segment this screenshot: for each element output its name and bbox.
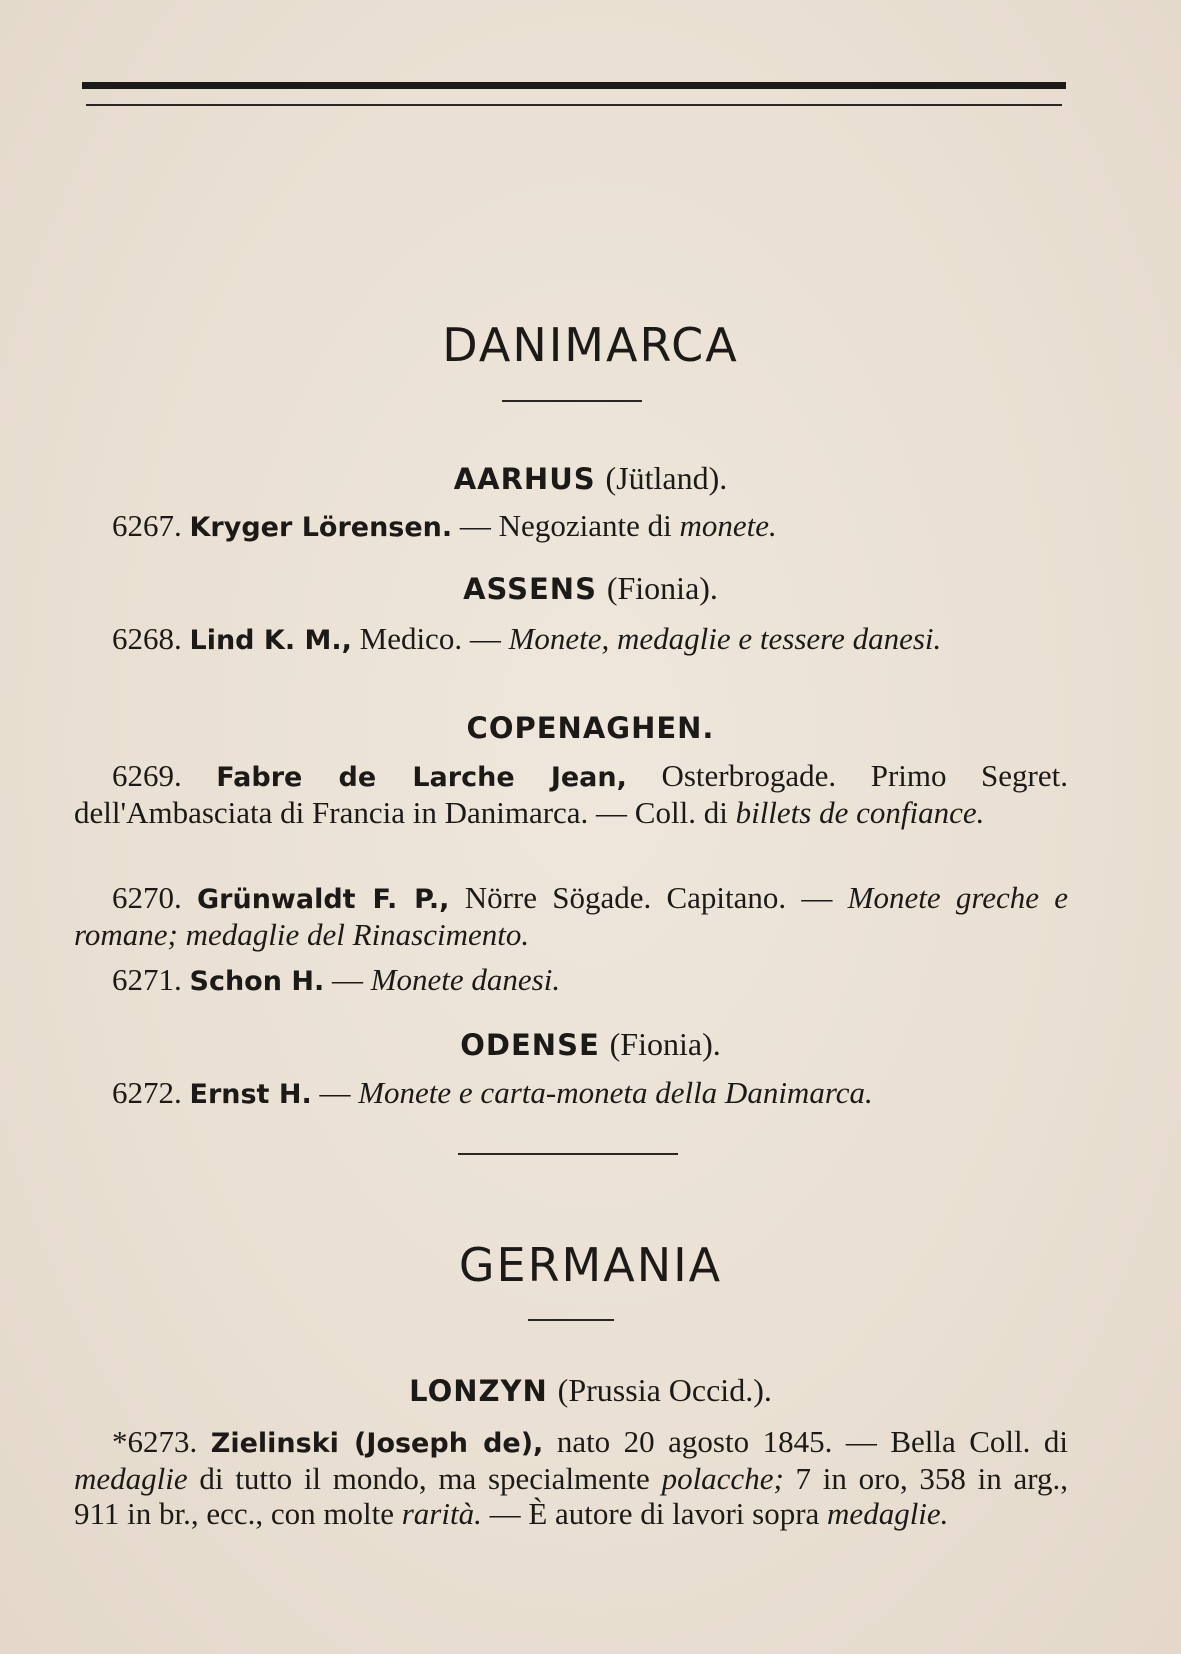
entry bbox=[74, 508, 1068, 545]
city-heading bbox=[0, 570, 1181, 607]
entry-text: — bbox=[319, 1075, 351, 1110]
entry-italic: polacche; bbox=[661, 1461, 784, 1496]
entry bbox=[74, 1424, 1068, 1531]
heading-underline bbox=[528, 1319, 614, 1321]
city-name: ASSENS bbox=[463, 572, 597, 606]
city-region: (Prussia Occid.). bbox=[557, 1372, 772, 1408]
city-heading bbox=[0, 1026, 1181, 1063]
entry-italic: Monete greche e romane; medaglie del Rinascimento. bbox=[74, 880, 1069, 952]
city-name: ODENSE bbox=[460, 1028, 600, 1062]
entry-text: — bbox=[331, 962, 363, 997]
entry bbox=[74, 880, 1068, 952]
city-region: (Fionia). bbox=[606, 570, 718, 606]
entry-name: Lind K. M., bbox=[189, 625, 352, 656]
entry-name: Schon H. bbox=[189, 966, 325, 997]
entry-name: Zielinski (Joseph de), bbox=[210, 1428, 544, 1459]
entry-italic: Monete, medaglie e tessere danesi. bbox=[508, 621, 942, 656]
entry-name: Ernst H. bbox=[189, 1079, 312, 1110]
entry-text: — È autore di lavori sopra bbox=[489, 1496, 820, 1531]
section-divider bbox=[458, 1153, 678, 1155]
entry-text: Nörre Sögade. Capitano. — bbox=[464, 880, 833, 915]
entry-text: nato 20 agosto 1845. — Bella Coll. di bbox=[556, 1424, 1069, 1459]
entry-italic: medaglie bbox=[74, 1461, 188, 1496]
city-heading bbox=[0, 1372, 1181, 1409]
entry bbox=[74, 1075, 1068, 1112]
header-rule-thin bbox=[86, 104, 1062, 106]
entry-number: 6270. bbox=[112, 880, 182, 915]
country-heading: DANIMARCA bbox=[442, 318, 739, 372]
entry-text: Medico. — bbox=[359, 621, 501, 656]
entry-name: Kryger Lörensen. bbox=[189, 512, 453, 543]
entry-number: 6269. bbox=[112, 758, 182, 793]
city-name: COPENAGHEN. bbox=[466, 711, 715, 745]
entry-name: Grünwaldt F. P., bbox=[197, 884, 450, 915]
entry-italic: medaglie. bbox=[827, 1496, 949, 1531]
entry-text: di tutto il mondo, ma specialmente bbox=[199, 1461, 650, 1496]
city-name: AARHUS bbox=[453, 462, 596, 496]
entry bbox=[74, 758, 1068, 830]
city-region: (Fionia). bbox=[609, 1026, 721, 1062]
city-heading bbox=[0, 460, 1181, 497]
header-rule-thick bbox=[82, 82, 1066, 89]
entry-name: Fabre de Larche Jean, bbox=[216, 762, 627, 793]
entry-italic: rarità. bbox=[401, 1496, 482, 1531]
entry bbox=[74, 962, 1068, 999]
city-region: (Jütland). bbox=[605, 460, 728, 496]
entry-italic: Monete e carta-moneta della Danimarca. bbox=[358, 1075, 873, 1110]
entry-italic: monete. bbox=[679, 508, 777, 543]
entry-italic: billets de confiance. bbox=[735, 795, 985, 830]
entry-text: Osterbrogade. Primo Segret. dell'Ambasciata di Francia in Danimarca. — Coll. di bbox=[74, 758, 1068, 830]
entry-number: 6267. bbox=[112, 508, 182, 543]
entry-text: — Negoziante di bbox=[459, 508, 672, 543]
entry-number: *6273. bbox=[112, 1424, 198, 1459]
heading-underline bbox=[502, 400, 642, 402]
country-heading: GERMANIA bbox=[458, 1238, 723, 1292]
entry bbox=[74, 621, 1068, 658]
city-heading bbox=[0, 710, 1181, 746]
entry-number: 6271. bbox=[112, 962, 182, 997]
entry-text: 7 in oro, 358 in arg., 911 in br., ecc., con molte bbox=[74, 1461, 1069, 1531]
entry-italic: Monete danesi. bbox=[370, 962, 561, 997]
entry-number: 6268. bbox=[112, 621, 182, 656]
entry-number: 6272. bbox=[112, 1075, 182, 1110]
city-name: LONZYN bbox=[409, 1374, 548, 1408]
